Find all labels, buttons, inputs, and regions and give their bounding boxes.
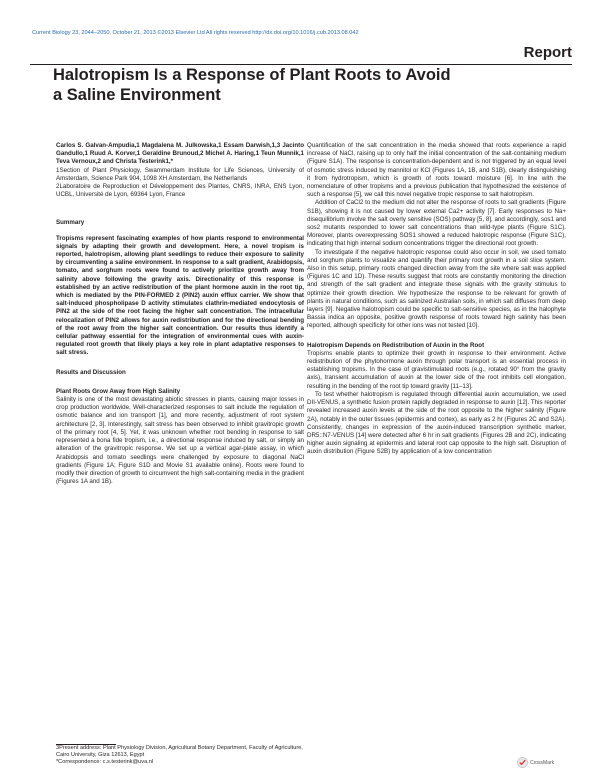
crossmark-badge[interactable]	[517, 757, 554, 768]
crossmark-label: CrossMark	[530, 759, 555, 766]
summary-heading: Summary	[56, 219, 85, 227]
copyright: ©2013 Elsevier Ltd All rights reserved	[157, 30, 251, 36]
left-column	[56, 142, 304, 486]
present-address-note: 3Present address: Plant Physiology Division, Agricultural Botany Department, Faculty of Agriculture, Cairo University, Giza 12613, Egypt	[56, 745, 303, 759]
body-paragraph: Salinity is one of the most devastating abiotic stresses in plants, causing major losses in crop production worldwide. Well-characterized responses to salt include the regulation of osmotic balance and ion transport [1], and more recently, adjustment of root system architecture [2, 3]. Interestingly, salt stress has been observed to inhibit gravitropic growth of the primary root [4, 5]. Yet, it was unknown whether root bending in response to salt represented a bona fide tropism, i.e., a directional response induced by salt, or simply an alteration of the gravitropic response. We set up a vertical agar-plate assay, in which Arabidopsis and tomato seedlings were challenged by exposure to diagonal NaCl gradients (Figure 1A; Figure S1D and Movie S1 available online). Roots were found to modify their direction of growth to circumvent the high salt-containing media in the gradient (Figures 1A and 1B).	[56, 396, 304, 486]
results-heading: Results and Discussion	[56, 368, 126, 376]
affiliation-2: 2Laboratoire de Reproduction et Développement des Plantes, CNRS, INRA, ENS Lyon, UCBL, Université de Lyon, 69364 Lyon, France	[56, 183, 304, 199]
author-list: Carlos S. Galvan-Ampudia,1 Magdalena M. Julkowska,1 Essam Darwish,1,3 Jacinto Gandullo,1 Ruud A. Korver,1 Geraldine Brunoud,2 Michel A. Haring,1 Teun Munnik,1 Teva Vernoux,2 and Christa Testerink1,*	[56, 142, 304, 166]
affiliation-1: 1Section of Plant Physiology, Swammerdam Institute for Life Sciences, University of Amsterdam, Science Park 904, 1098 XH Amsterdam, the Netherlands	[56, 166, 304, 182]
subsection-heading-1: Plant Roots Grow Away from High Salinity	[56, 387, 181, 395]
journal-citation	[32, 30, 359, 36]
crossmark-icon	[517, 757, 528, 768]
summary-text: Tropisms represent fascinating examples of how plants respond to environmental signals by adapting their growth and development. Here, a novel tropism is reported, halotropism, allowing plant seedlings to reduce their exposure to salinity by circumventing a saline environment. In response to a salt gradient, Arabidopsis, tomato, and sorghum roots were found to actively prioritize growth away from salinity above following the gravity axis. Directionality of this response is established by an active redistribution of the plant hormone auxin in the root tip, which is mediated by the PIN-FORMED 2 (PIN2) auxin efflux carrier. We show that salt-induced phospholipase D activity stimulates clathrin-mediated endocytosis of PIN2 at the side of the root facing the higher salt concentration. The intracellular relocalization of PIN2 allows for auxin redistribution and for the directional bending of the root away from the higher salt concentration. Our results thus identify a cellular pathway essential for the integration of environmental cues with auxin-regulated root growth that likely plays a key role in plant adaptative responses to salt stress.	[56, 234, 304, 357]
article-type: Report	[523, 44, 572, 61]
doi-link[interactable]: http://dx.doi.org/10.1016/j.cub.2013.08.042	[252, 30, 359, 36]
body-paragraph: To investigate if the negative halotropic response could also occur in soil, we used tomato and sorghum plants to visualize and quantify their primary root growth in a soil slice system. Also in this setup, primary roots changed direction away from the site where salt was applied (Figures 1C and 1D). These results suggest that roots are constantly monitoring the direction and strength of the salt gradient and integrate these signals with the gravity stimulus to optimize their growth direction. We hypothesize the response to be relevant for growth of plants in natural conditions, such as salinized Australian soils, in which salt diffuses from deep layers [9]. Negative halotropism could be specific to salt-sensitive species, as in the halophyte Bassia indica an opposite, positive growth response of roots toward high salinity has been reported, although specificity for other ions was not tested [10].	[307, 248, 566, 330]
body-paragraph: Addition of CaCl2 to the medium did not alter the response of roots to salt gradients (Figure S1B), showing it is not caused by lower external Ca2+ activity [7]. Early responses to Na+ disequilibrium involve the salt overly sensitive (SOS) pathway [5, 8], and accordingly, sos1 and sos2 mutants responded to lower salt concentrations than wild-type plants (Figure S1C). Moreover, plants overexpressing SOS1 showed a reduced halotropic response (Figure S1C), indicating that high internal sodium concentrations trigger the directional root growth.	[307, 199, 566, 248]
paper-title: Halotropism Is a Response of Plant Roots to Avoid a Saline Environment	[53, 66, 451, 104]
right-column	[307, 142, 566, 457]
body-paragraph: To test whether halotropism is regulated through differential auxin accumulation, we used DII-VENUS, a synthetic fusion protein rapidly degraded in response to auxin [12]. This reporter revealed increased auxin levels at the side of the root opposite to the higher salinity (Figure 2A), notably in the outer tissues (epidermis and cortex), as early as 2 hr (Figures 2C and S2A). Consistently, changes in expression of the auxin-induced transcription synthetic marker, DR5::N7-VENUS [14] were detected after 6 hr in salt gradients (Figures 2B and 2C), indicating higher auxin signaling at epidermis and lateral root cap opposite to the high salt. Disruption of auxin distribution (Figure S2B) by application of a low concentration	[307, 390, 566, 456]
subsection-heading-2: Halotropism Depends on Redistribution of Auxin in the Root	[307, 341, 485, 349]
correspondence-note: *Correspondence: c.s.testerink@uva.nl	[56, 759, 154, 766]
body-paragraph: Tropisms enable plants to optimize their growth in response to their environment. Active redistribution of the phytohormone auxin through polar transport is an essential process in establishing tropisms. In the case of gravistimulated roots (e.g., rotated 90° from the gravity axis), transient accumulation of auxin at the lower side of the root inhibits cell elongation, resulting in the bending of the root tip toward gravity [11–13].	[307, 349, 566, 390]
footnotes	[56, 745, 304, 767]
journal-info: Current Biology 23, 2044–2050, October 21, 2013	[32, 30, 156, 36]
body-paragraph: Quantification of the salt concentration in the media showed that roots experience a rapid increase of NaCl, raising up to only half the initial concentration of the salt-containing medium (Figure S1A). The response is concentration-dependent and is not triggered by an equal level of osmotic stress induced by mannitol or KCl (Figures 1A, 1B, and S1B), clearly distinguishing it from hydrotropism, which is growth of roots toward moisture [6]. In line with the nomenclature of other tropisms and a previous publication that hypothesized the existence of such a response [5], we call this novel negative tropic response to salt halotropism.	[307, 142, 566, 199]
